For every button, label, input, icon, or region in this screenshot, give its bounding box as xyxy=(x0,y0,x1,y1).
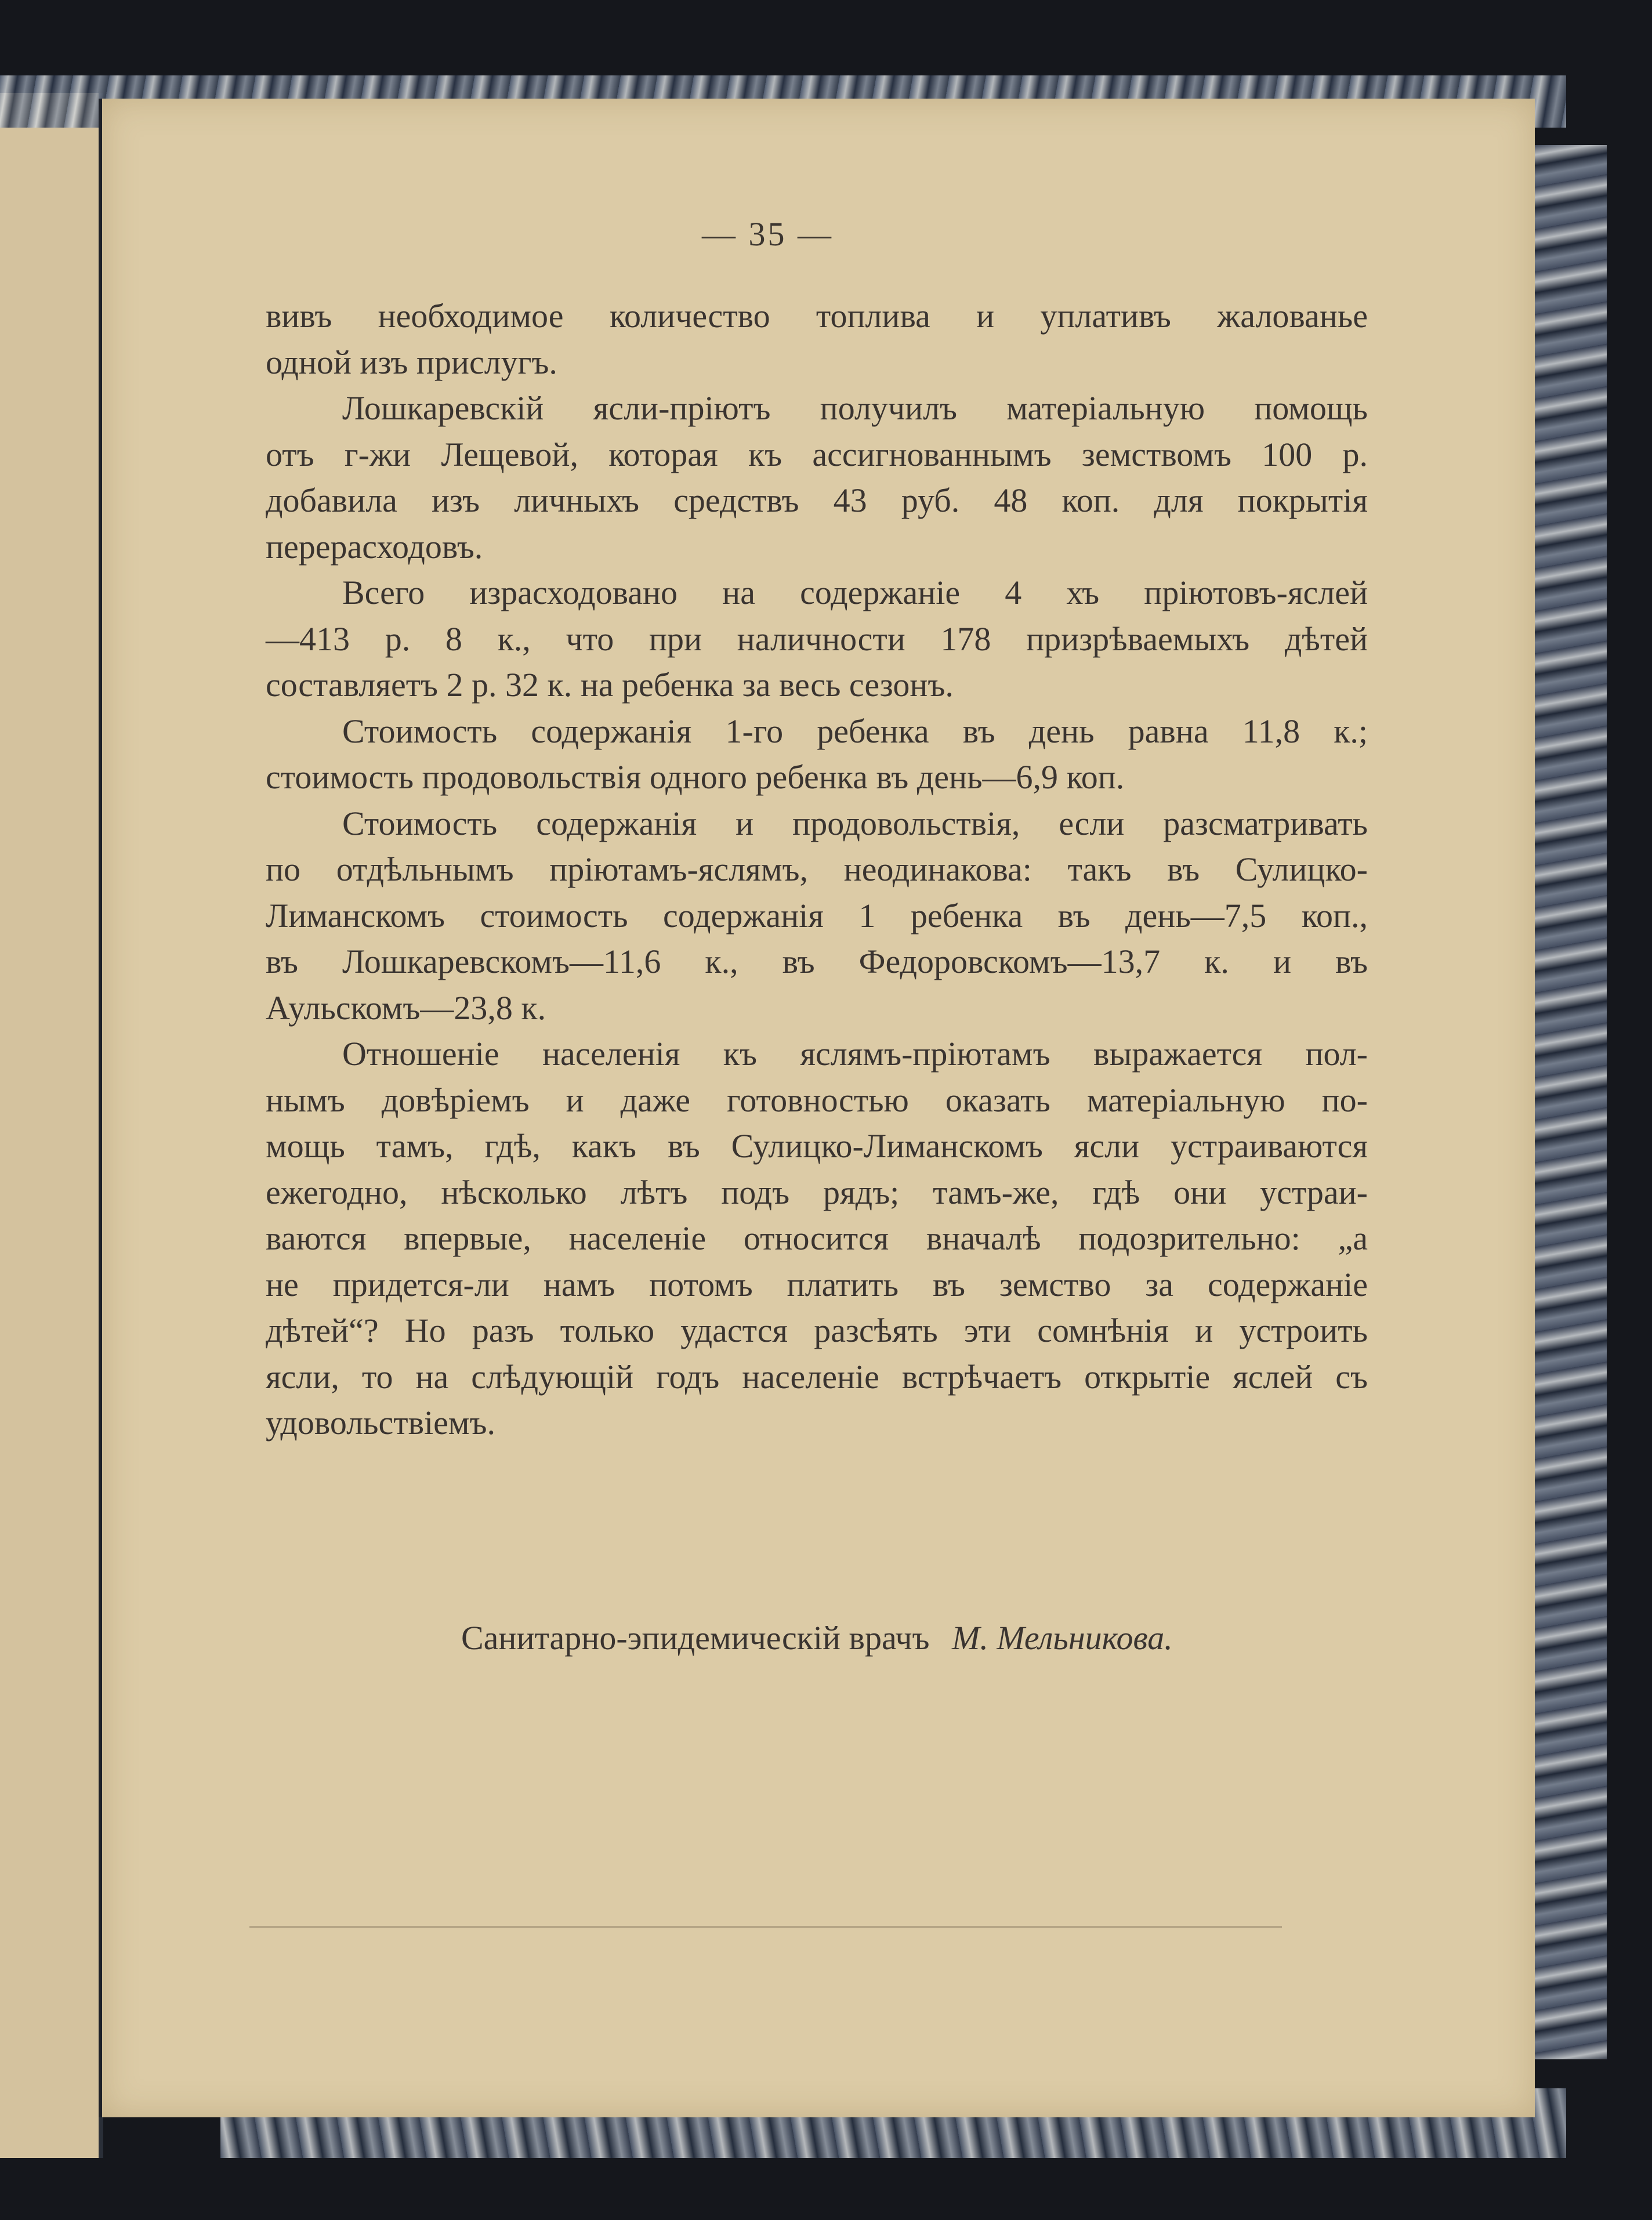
text-line: въ Лошкаревскомъ—11,6 к., въ Федоровскомъ—13,7 к. и въ xyxy=(266,943,1368,980)
text-line: дѣтей“? Но разъ только удастся разсѣять эти сомнѣнія и устроить xyxy=(266,1312,1368,1349)
marbled-edge-right xyxy=(1531,145,1607,2059)
text-line: мощь тамъ, гдѣ, какъ въ Сулицко-Лиманскомъ ясли устраиваются xyxy=(266,1127,1368,1165)
text-line: Аульскомъ—23,8 к. xyxy=(266,988,546,1027)
text-line: вивъ необходимое количество топлива и уплативъ жалованье xyxy=(266,297,1368,335)
text-line: перерасходовъ. xyxy=(266,527,483,566)
text-line: не придется-ли намъ потомъ платить въ земство за содержаніе xyxy=(266,1265,1368,1303)
text-line: одной изъ прислугъ. xyxy=(266,343,557,381)
book-cover-left xyxy=(0,93,103,2158)
page-number: — 35 — xyxy=(702,215,834,253)
signature-name: М. Мельникова. xyxy=(952,1619,1173,1657)
text-line: Отношеніе населенія къ яслямъ-пріютамъ выражается пол- xyxy=(342,1035,1368,1073)
text-line: по отдѣльнымъ пріютамъ-яслямъ, неодинакова: такъ въ Сулицко- xyxy=(266,850,1368,888)
text-line: отъ г-жи Лещевой, которая къ ассигнованнымъ земствомъ 100 р. xyxy=(266,435,1368,473)
text-line: Лошкаревскій ясли-пріютъ получилъ матеріальную помощь xyxy=(342,389,1368,427)
text-line: нымъ довѣріемъ и даже готовностью оказать матеріальную по- xyxy=(266,1081,1368,1119)
text-line: —413 р. 8 к., что при наличности 178 призрѣваемыхъ дѣтей xyxy=(266,620,1368,658)
body-text xyxy=(266,293,1368,1446)
text-line: стоимость продовольствія одного ребенка въ день—6,9 коп. xyxy=(266,758,1125,796)
text-line: ваются впервые, населеніе относится вначалѣ подозрительно: „а xyxy=(266,1219,1368,1257)
text-line: удовольствіемъ. xyxy=(266,1404,496,1442)
text-line: ясли, то на слѣдующій годъ населеніе встрѣчаетъ открытіе яслей съ xyxy=(266,1357,1368,1396)
text-line: Стоимость содержанія 1-го ребенка въ день равна 11,8 к.; xyxy=(342,712,1368,750)
table-bleed-through-line xyxy=(249,1926,1282,1928)
text-line: ежегодно, нѣсколько лѣтъ подъ рядъ; тамъ-же, гдѣ они устраи- xyxy=(266,1173,1368,1211)
signature-title: Санитарно-эпидемическій врачъ xyxy=(461,1619,930,1657)
text-line: Всего израсходовано на содержаніе 4 хъ пріютовъ-яслей xyxy=(342,574,1368,611)
text-line: Стоимость содержанія и продовольствія, если разсматривать xyxy=(342,804,1368,842)
text-line: добавила изъ личныхъ средствъ 43 руб. 48 коп. для покрытія xyxy=(266,481,1368,519)
text-line: составляетъ 2 р. 32 к. на ребенка за весь сезонъ. xyxy=(266,666,954,704)
text-line: Лиманскомъ стоимость содержанія 1 ребенка въ день—7,5 коп., xyxy=(266,896,1368,935)
signature xyxy=(461,1618,1173,1657)
